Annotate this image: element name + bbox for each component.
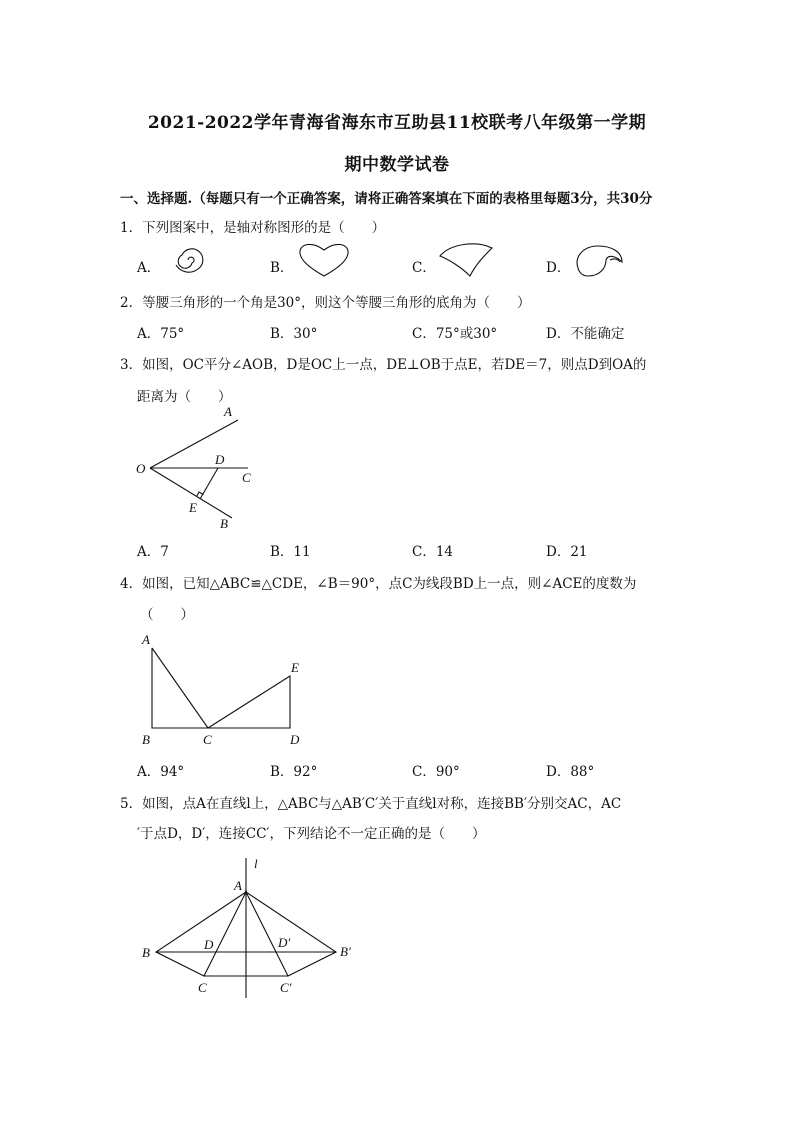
q4-option-a: A．94° (137, 764, 185, 780)
q4-stem-line2: （ ） (140, 607, 194, 623)
label-a: A (234, 878, 242, 893)
paisley-icon (572, 242, 626, 280)
label-l: l (254, 856, 258, 871)
q4-figure (136, 630, 316, 750)
label-e: E (291, 660, 299, 675)
q1-option-b: B． (270, 260, 294, 276)
triangle-cde (208, 676, 290, 728)
ray-oa (150, 420, 238, 468)
q2-option-a: A．75° (137, 326, 185, 342)
label-d: D (204, 937, 214, 952)
q1-stem: 1．下列图案中，是轴对称图形的是（ ） (120, 220, 386, 236)
q2-option-b: B．30° (270, 326, 318, 342)
label-o: O (136, 461, 146, 476)
exam-title-line2: 期中数学试卷 (344, 155, 450, 175)
label-d: D (290, 732, 300, 747)
q2-option-c: C．75°或30° (412, 326, 498, 342)
q5-stem-line1: 5．如图，点A在直线l上，△ABC与△AB′C′关于直线l对称，连接BB′分别交AC，AC (120, 796, 622, 812)
q3-figure (130, 402, 270, 534)
q3-stem-line1: 3．如图，OC平分∠AOB，D是OC上一点，DE⊥OB于点E，若DE＝7，则点D到OA的 (120, 357, 647, 373)
fan-icon (436, 240, 496, 280)
spiral-icon (162, 240, 214, 280)
label-c-prime: C′ (280, 980, 292, 995)
q1-option-a: A． (137, 260, 161, 276)
label-a: A (142, 632, 150, 647)
label-c: C (242, 470, 251, 485)
label-a: A (224, 404, 232, 419)
label-b-prime: B′ (340, 944, 351, 959)
exam-title-line1: 2021-2022学年青海省海东市互助县11校联考八年级第一学期 (147, 113, 647, 133)
triangle-ab2c2 (246, 892, 336, 976)
q3-option-a: A．7 (137, 544, 169, 560)
section-heading: 一、选择题.（每题只有一个正确答案，请将正确答案填在下面的表格里每题3分，共30分 (120, 191, 653, 207)
q1-option-d: D． (546, 260, 571, 276)
q3-option-d: D．21 (546, 544, 588, 560)
q5-figure (136, 852, 366, 1002)
q5-stem-line2: ′于点D，D′，连接CC′，下列结论不一定正确的是（ ） (137, 826, 486, 842)
label-d: D (215, 452, 225, 467)
label-b: B (142, 945, 150, 960)
triangle-abc (152, 648, 208, 728)
label-b: B (142, 732, 150, 747)
label-c: C (203, 732, 212, 747)
triangle-abc (156, 892, 246, 976)
q2-option-d: D．不能确定 (546, 326, 625, 342)
heart-icon (296, 242, 352, 278)
q3-option-c: C．14 (412, 544, 454, 560)
label-c: C (198, 980, 207, 995)
q4-option-c: C．90° (412, 764, 460, 780)
label-e: E (189, 500, 197, 515)
right-angle-mark (197, 492, 204, 497)
q3-option-b: B．11 (270, 544, 311, 560)
q3-stem-line2: 距离为（ ） (137, 389, 232, 405)
q4-option-d: D．88° (546, 764, 595, 780)
label-d-prime: D′ (278, 935, 291, 950)
label-b: B (220, 516, 228, 531)
q2-stem: 2．等腰三角形的一个角是30°，则这个等腰三角形的底角为（ ） (120, 295, 531, 311)
q4-option-b: B．92° (270, 764, 318, 780)
q4-stem-line1: 4．如图，已知△ABC≌△CDE，∠B＝90°，点C为线段BD上一点，则∠ACE的度数为 (120, 576, 637, 592)
q1-option-c: C． (412, 260, 436, 276)
